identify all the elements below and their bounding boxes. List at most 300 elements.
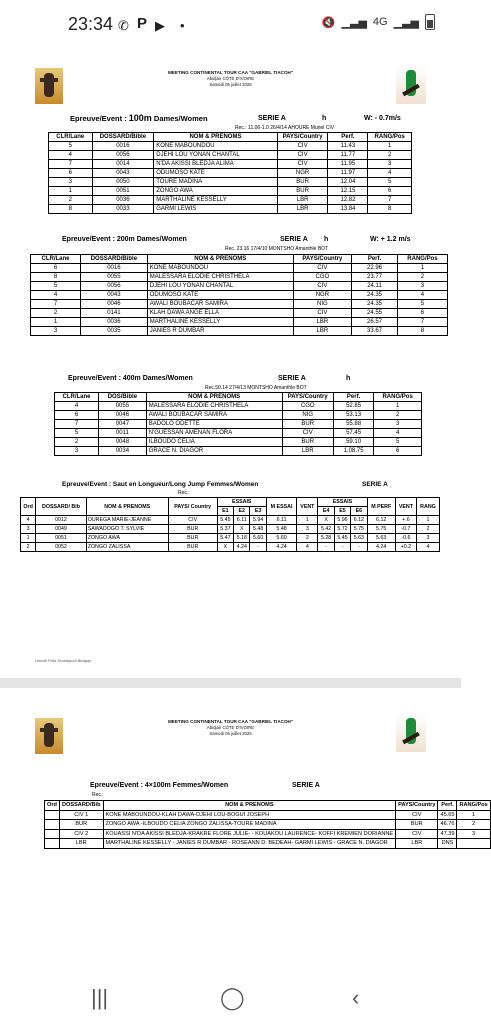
column-header: NOM & PRENOMS <box>103 801 396 811</box>
table-cell: 4 <box>21 516 36 525</box>
table-cell: 5 <box>374 438 422 447</box>
table-cell: 6 <box>368 187 412 196</box>
table-cell: 0011 <box>99 429 147 438</box>
table-cell: CIV <box>293 309 351 318</box>
table-cell: 2 <box>374 411 422 420</box>
table-cell: 11.97 <box>328 169 368 178</box>
table-cell: JANIES R DUMBAR <box>147 327 293 336</box>
table-cell: 46.76 <box>438 820 457 830</box>
table-cell: 1 <box>297 516 318 525</box>
table-cell: - <box>351 543 367 552</box>
table-cell: 0051 <box>36 534 86 543</box>
table-cell: LBR <box>282 447 333 456</box>
column-header: DOS/Bible <box>99 393 147 402</box>
meeting-place-2: Abidjan CÔTE D'IVOIRE <box>206 725 255 730</box>
table-cell: 5.60 <box>266 534 297 543</box>
signal-area <box>322 14 435 30</box>
column-header: CLR/Lane <box>55 393 99 402</box>
table-cell: KOUASSI N'DA AKISSI BLEDJA-KRAKRE FLORE JULIE- - KOUAKOU LAURENCE- KOFFI KREMIEN DORIANNE <box>103 829 396 839</box>
table-cell: 0043 <box>92 169 154 178</box>
results-table-200m <box>30 254 448 336</box>
column-header: NOM & PRENOMS <box>154 133 277 142</box>
column-header: M PERF <box>367 498 395 516</box>
table-cell: 0012 <box>36 516 86 525</box>
table-cell: 0036 <box>81 318 148 327</box>
clock: 23:34 <box>68 14 114 34</box>
table-cell: LBR <box>293 327 351 336</box>
table-cell: 5.48 <box>266 525 297 534</box>
table-row <box>49 187 412 196</box>
table-cell: 5.94 <box>250 516 266 525</box>
column-header: RANG/Pos <box>374 393 422 402</box>
header-row <box>55 393 422 402</box>
table-cell: 0034 <box>99 447 147 456</box>
table-cell: 5.72 <box>334 525 350 534</box>
home-icon[interactable]: ◯ <box>220 985 245 1010</box>
table-row <box>55 420 422 429</box>
android-nav-bar <box>0 973 461 1024</box>
table-cell: SAWADOGO T. SYLVIE <box>86 525 168 534</box>
table-cell: +.6 <box>395 516 416 525</box>
table-cell: 45.65 <box>438 810 457 820</box>
table-row <box>49 178 412 187</box>
table-cell: 6 <box>374 447 422 456</box>
table-row <box>49 160 412 169</box>
table-cell: DJEHI LOU YONAN CHANTAL <box>147 282 293 291</box>
recent-apps-icon[interactable]: ||| <box>91 985 109 1010</box>
column-header: Perf. <box>328 133 368 142</box>
column-header: DOSSARD/Bib <box>59 801 103 811</box>
table-cell: CIV 1 <box>59 810 103 820</box>
event-relay-record: Rec.: <box>92 792 104 798</box>
table-cell: TOURE MADINA <box>154 178 277 187</box>
table-row <box>31 300 448 309</box>
column-header: VENT <box>297 498 318 516</box>
table-cell: - <box>334 543 350 552</box>
header-row <box>49 133 412 142</box>
table-cell: 8 <box>31 273 81 282</box>
column-header: CLR/Lane <box>31 255 81 264</box>
table-cell: 4.24 <box>367 543 395 552</box>
table-cell: 0046 <box>81 300 148 309</box>
column-header: ESSAIS <box>318 498 367 507</box>
table-cell: ZONGO AWA <box>154 187 277 196</box>
table-cell: 55.88 <box>333 420 373 429</box>
table-cell: 7 <box>368 196 412 205</box>
table-cell: 4 <box>55 402 99 411</box>
table-cell: N'DA AKISSI BLEDJA ALIMA <box>154 160 277 169</box>
table-cell: 5 <box>31 282 81 291</box>
table-cell: 3 <box>416 534 439 543</box>
table-cell: NGR <box>277 169 328 178</box>
table-cell: 53.13 <box>333 411 373 420</box>
column-header: ESSAIS <box>217 498 266 507</box>
table-cell: 2 <box>297 534 318 543</box>
table-row <box>45 839 491 849</box>
table-cell: 7 <box>55 420 99 429</box>
table-cell: AWALI BOUBACAR SAMIRA <box>147 300 293 309</box>
table-cell: 3 <box>49 178 93 187</box>
event-200m-serie: SERIE A <box>280 236 308 243</box>
table-cell: 0056 <box>92 151 154 160</box>
column-header: RANG <box>416 498 439 516</box>
event-relay-title: Epreuve/Event : 4×100m Femmes/Women <box>90 782 229 789</box>
table-cell: MALESSARA ELODIE CHRISTHELA <box>146 402 282 411</box>
table-cell: CIV <box>396 829 438 839</box>
table-cell <box>45 829 60 839</box>
table-cell: 24.11 <box>352 282 398 291</box>
table-row <box>49 169 412 178</box>
results-table-100m <box>48 132 412 214</box>
table-cell: NGR <box>293 291 351 300</box>
table-cell: - <box>250 543 266 552</box>
table-cell <box>45 810 60 820</box>
table-cell: KLAH DAWA ANGE ELLA <box>147 309 293 318</box>
table-cell: 2 <box>416 525 439 534</box>
column-header: NOM & PRENOMS <box>86 498 168 516</box>
table-cell: 4.24 <box>266 543 297 552</box>
table-cell: DNS <box>438 839 457 849</box>
table-row <box>49 151 412 160</box>
table-row <box>45 820 491 830</box>
table-row <box>31 282 448 291</box>
table-cell: X <box>217 543 233 552</box>
column-header: NOM & PRENOMS <box>146 393 282 402</box>
results-table-400m <box>54 392 422 456</box>
table-cell: NIG <box>282 411 333 420</box>
table-cell: 3 <box>297 525 318 534</box>
table-cell: 1 <box>49 187 93 196</box>
table-cell: ODUMOSO KATE <box>147 291 293 300</box>
event-400m-h: h <box>346 375 351 382</box>
table-cell: 0048 <box>99 438 147 447</box>
table-cell: LBR <box>277 205 328 214</box>
column-header: PAYS/Country <box>282 393 333 402</box>
table-cell: - <box>318 543 334 552</box>
table-cell: CIV <box>168 516 217 525</box>
table-cell: LBR <box>59 839 103 849</box>
table-cell: ZONGO AWA -ILBOUDO CELIA ZONGO ZALISSA-TOURE MADINA <box>103 820 396 830</box>
table-cell: 1 <box>21 534 36 543</box>
event-100m-wind: W: - 0.7m/s <box>364 115 401 122</box>
table-cell: ZONGO AWA <box>86 534 168 543</box>
event-400m-serie: SERIE A <box>278 375 306 382</box>
column-header: PAYS/Country <box>293 255 351 264</box>
table-cell: 6.12 <box>367 516 395 525</box>
column-header: RANG/Pos <box>397 255 447 264</box>
table-cell: 7 <box>397 318 447 327</box>
table-cell: GRACE N. DIAGOR <box>146 447 282 456</box>
meeting-title-2: MEETING CONTINENTAL TOUR CAA "GABRIEL TIACOH" <box>167 719 294 724</box>
table-cell: 0055 <box>81 273 148 282</box>
network-label: 4G <box>372 16 388 28</box>
table-row <box>21 516 440 525</box>
table-cell: BUR <box>277 187 328 196</box>
table-cell: 0046 <box>99 411 147 420</box>
official-signature: Houdé Félix Hounkponi Bongay <box>35 658 92 663</box>
table-cell: 11.43 <box>328 142 368 151</box>
table-cell: CGO <box>293 273 351 282</box>
table-cell: 0052 <box>36 543 86 552</box>
meeting-date-2: Samedi 05 juillet 2025 <box>209 731 252 736</box>
table-cell: 11.77 <box>328 151 368 160</box>
table-cell: 5 <box>49 142 93 151</box>
event-lj-record: Rec.: <box>178 490 190 496</box>
table-cell: 12.04 <box>328 178 368 187</box>
table-cell: 1 <box>374 402 422 411</box>
table-cell: KONE MABOUNDOU <box>147 264 293 273</box>
meeting-header-2 <box>0 719 461 737</box>
table-cell: 8 <box>368 205 412 214</box>
table-cell: 5 <box>55 429 99 438</box>
event-200m-title: Epreuve/Event : 200m Dames/Women <box>62 236 187 243</box>
table-row <box>55 447 422 456</box>
table-row <box>55 402 422 411</box>
table-cell: CGO <box>282 402 333 411</box>
table-cell: CIV 2 <box>59 829 103 839</box>
youtube-icon: ▶ <box>155 18 165 33</box>
meeting-date: Samedi 05 juillet 2025 <box>209 82 252 87</box>
table-cell: 2 <box>55 438 99 447</box>
table-cell <box>45 820 60 830</box>
table-row <box>31 309 448 318</box>
column-header: RANG/Pos <box>457 801 490 811</box>
table-cell: X <box>234 525 250 534</box>
table-cell: KONE MABOUNDOU-KLAH DAWA-DJEHI LOU-BOGUI JOSEPH <box>103 810 396 820</box>
table-cell: LBR <box>396 839 438 849</box>
table-cell: -0.6 <box>395 534 416 543</box>
table-cell: 57.45 <box>333 429 373 438</box>
table-cell: 5.75 <box>367 525 395 534</box>
table-cell: CIV <box>293 282 351 291</box>
table-cell: BUR <box>168 543 217 552</box>
signal-icon: ▁▃▅ <box>341 16 367 29</box>
table-cell: AWALI BOUBACAR SAMIRA <box>146 411 282 420</box>
table-cell: 6.11 <box>234 516 250 525</box>
table-cell: 2 <box>397 273 447 282</box>
table-cell: 3 <box>457 829 490 839</box>
table-cell: 5.63 <box>351 534 367 543</box>
column-header: VENT <box>395 498 416 516</box>
table-cell: 5 <box>397 300 447 309</box>
column-header: NOM & PRENOMS <box>147 255 293 264</box>
table-cell: DJEHI LOU YONAN CHANTAL <box>154 151 277 160</box>
table-row <box>31 291 448 300</box>
table-cell: BUR <box>59 820 103 830</box>
table-cell: 22.96 <box>352 264 398 273</box>
table-cell: 0035 <box>81 327 148 336</box>
table-cell: N'GUESSAN AMENAN FLORA <box>146 429 282 438</box>
column-header: M ESSAI <box>266 498 297 516</box>
table-cell: 24.35 <box>352 300 398 309</box>
page-separator <box>0 678 461 688</box>
table-cell: 1 <box>31 318 81 327</box>
table-cell: 4 <box>49 151 93 160</box>
table-cell: 5.42 <box>318 525 334 534</box>
table-cell: 13.84 <box>328 205 368 214</box>
table-cell: 47.39 <box>438 829 457 839</box>
table-cell: 0016 <box>92 142 154 151</box>
table-cell: 12.15 <box>328 187 368 196</box>
event-200m-h: h <box>324 236 329 243</box>
event-100m-record: Rec.: 11.06-1.0 26/4/14 AHOURE Muriel CIV <box>235 125 335 131</box>
table-cell: BADOLO ODETTE <box>146 420 282 429</box>
event-100m-h: h <box>322 115 327 122</box>
table-cell: 6 <box>397 309 447 318</box>
table-cell: OUREGA MARIE-JEANNE <box>86 516 168 525</box>
table-row <box>49 196 412 205</box>
table-cell: 2 <box>368 151 412 160</box>
meeting-header <box>0 70 461 88</box>
table-cell: MALESSARA ELODIE CHRISTHELA <box>147 273 293 282</box>
table-cell: -0.7 <box>395 525 416 534</box>
table-cell: 0047 <box>99 420 147 429</box>
table-row <box>21 525 440 534</box>
table-cell: 5.75 <box>351 525 367 534</box>
table-cell: 4 <box>31 291 81 300</box>
table-cell: LBR <box>293 318 351 327</box>
table-cell: 3 <box>374 420 422 429</box>
table-cell: +0.2 <box>395 543 416 552</box>
event-relay-serie: SERIE A <box>292 782 320 789</box>
event-lj-title: Epreuve/Event : Saut en Longueur/Long Jump Femmes/Women <box>62 481 259 488</box>
table-cell: 1.08.75 <box>333 447 373 456</box>
table-cell: 7 <box>49 160 93 169</box>
column-header: PAYS/Country <box>277 133 328 142</box>
table-cell: 1 <box>457 810 490 820</box>
event-400m-record: Rec.50.14 27/4/13 MONTSHO Amanthle BOT <box>205 385 307 391</box>
signal2-icon: ▁▃▅ <box>393 16 419 29</box>
table-cell: GARMI LEWIS <box>154 205 277 214</box>
results-table-long-jump <box>20 497 440 552</box>
table-cell: 5 <box>368 178 412 187</box>
table-cell: 8 <box>397 327 447 336</box>
table-row <box>21 534 440 543</box>
table-cell: CIV <box>293 264 351 273</box>
table-cell: 5.63 <box>367 534 395 543</box>
table-cell: 3 <box>368 160 412 169</box>
table-row <box>31 327 448 336</box>
table-row <box>55 429 422 438</box>
column-header: DOSSARD/Bible <box>92 133 154 142</box>
table-cell: 0049 <box>36 525 86 534</box>
table-cell: 6.11 <box>266 516 297 525</box>
table-cell: 5.45 <box>217 516 233 525</box>
table-row <box>49 205 412 214</box>
column-header: DOSSARD/ Bib <box>36 498 86 516</box>
meeting-place: Abidjan CÔTE D'IVOIRE <box>206 76 255 81</box>
column-header: CLR/Lane <box>49 133 93 142</box>
table-cell: 24.35 <box>352 291 398 300</box>
table-cell: 1 <box>416 516 439 525</box>
table-cell: X <box>318 516 334 525</box>
back-icon[interactable]: ‹ <box>352 985 360 1010</box>
table-cell: 3 <box>31 327 81 336</box>
table-cell: 0141 <box>81 309 148 318</box>
table-cell: CIV <box>277 151 328 160</box>
table-cell: 3 <box>21 525 36 534</box>
column-header: Perf. <box>333 393 373 402</box>
table-cell: 0056 <box>81 282 148 291</box>
table-cell: 5.18 <box>234 534 250 543</box>
table-cell: 5.45 <box>334 534 350 543</box>
table-cell: 0016 <box>81 264 148 273</box>
column-header: RANG/Pos <box>368 133 412 142</box>
header-row <box>45 801 491 811</box>
table-cell: 5.96 <box>334 516 350 525</box>
column-header: Ord <box>21 498 36 516</box>
table-cell: 26.57 <box>352 318 398 327</box>
table-cell: 2 <box>21 543 36 552</box>
column-header: Perf. <box>352 255 398 264</box>
table-cell: CIV <box>277 160 328 169</box>
column-header: E2 <box>234 507 250 516</box>
document-page-8 <box>0 48 461 678</box>
table-cell: 6 <box>49 169 93 178</box>
table-row <box>55 411 422 420</box>
status-bar <box>0 0 461 48</box>
table-cell: 4 <box>368 169 412 178</box>
table-row <box>45 810 491 820</box>
table-row <box>49 142 412 151</box>
column-header: E6 <box>351 507 367 516</box>
table-cell: CIV <box>277 142 328 151</box>
column-header: E5 <box>334 507 350 516</box>
table-cell: CIV <box>396 810 438 820</box>
table-cell: 5.47 <box>217 534 233 543</box>
table-cell: BUR <box>282 420 333 429</box>
column-header: Ord <box>45 801 60 811</box>
dot-icon: • <box>180 18 185 33</box>
table-cell: 12.82 <box>328 196 368 205</box>
table-cell: 8 <box>49 205 93 214</box>
table-cell: 24.55 <box>352 309 398 318</box>
table-cell: 59.10 <box>333 438 373 447</box>
table-cell: 1 <box>397 264 447 273</box>
table-cell: 0033 <box>92 205 154 214</box>
column-header: E4 <box>318 507 334 516</box>
table-cell: ODUMOSO KATE <box>154 169 277 178</box>
p-app-icon: P <box>137 15 148 32</box>
table-row <box>31 318 448 327</box>
table-row <box>31 264 448 273</box>
table-cell: 2 <box>457 820 490 830</box>
table-cell: CIV <box>282 429 333 438</box>
column-header: DOSSARD/Bible <box>81 255 148 264</box>
header-row <box>31 255 448 264</box>
table-cell: BUR <box>168 525 217 534</box>
table-cell: ILBOUDO CELIA <box>146 438 282 447</box>
table-cell: 7 <box>31 300 81 309</box>
table-cell: MARTHALINE KESSELLY <box>154 196 277 205</box>
table-cell: 4 <box>416 543 439 552</box>
column-header: PAYS/ Country <box>168 498 217 516</box>
table-cell: 6.12 <box>351 516 367 525</box>
event-100m-title: Epreuve/Event : 100m Dames/Women <box>70 113 208 123</box>
header-row <box>21 498 440 507</box>
results-table-relay <box>44 800 491 849</box>
table-cell: 3 <box>397 282 447 291</box>
table-cell: 0051 <box>92 187 154 196</box>
table-cell <box>45 839 60 849</box>
event-200m-wind: W: + 1.2 m/s <box>370 236 411 243</box>
table-cell: 6 <box>31 264 81 273</box>
table-cell: MARTHALINE KESSELLY - JANIES R DUMBAR - ROSEANN D. BEDEAH- GARMI LEWIS - GRACE N. DIAGOR <box>103 839 396 849</box>
event-400m-title: Epreuve/Event : 400m Dames/Women <box>68 375 193 382</box>
table-cell: 4 <box>374 429 422 438</box>
event-200m-record: Rec. 23.16 17/4/10 MONTSHO Amanthle BOT <box>225 246 329 252</box>
table-row <box>21 543 440 552</box>
